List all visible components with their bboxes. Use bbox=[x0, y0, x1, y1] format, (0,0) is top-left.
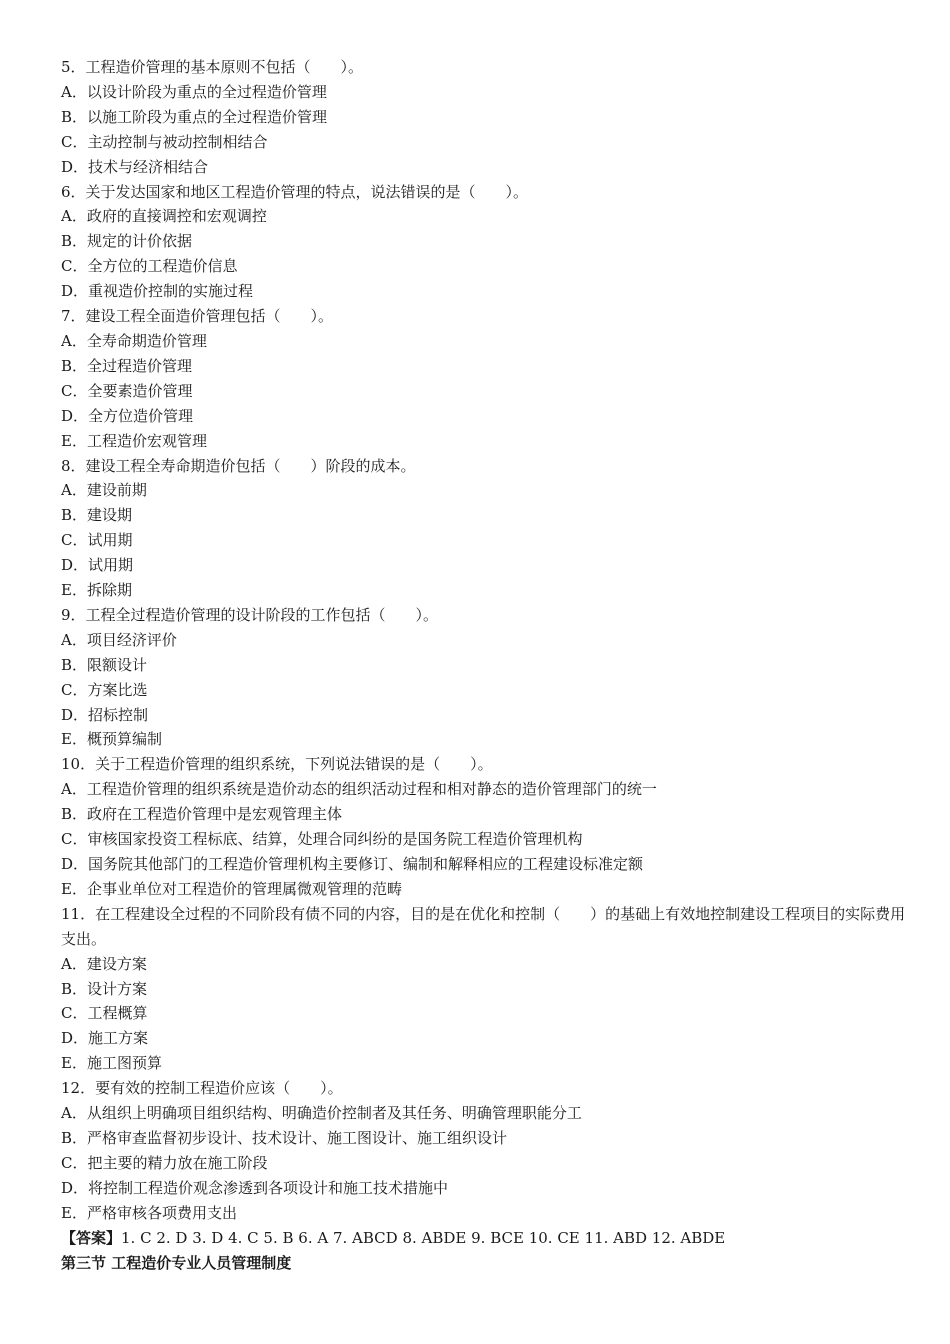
option-line: C．全要素造价管理 bbox=[61, 381, 193, 400]
option-line: A．项目经济评价 bbox=[61, 630, 177, 649]
option-line: C．主动控制与被动控制相结合 bbox=[61, 132, 268, 151]
question-line: 8．建设工程全寿命期造价包括（ ）阶段的成本。 bbox=[61, 456, 416, 475]
option-line: E．严格审核各项费用支出 bbox=[61, 1203, 237, 1222]
option-line: A．政府的直接调控和宏观调控 bbox=[61, 207, 267, 226]
option-line: A．建设前期 bbox=[61, 481, 147, 500]
option-line: B．建设期 bbox=[61, 506, 133, 525]
option-line: E．施工图预算 bbox=[61, 1054, 162, 1073]
question-list bbox=[61, 55, 909, 1226]
section-heading: 第三节 工程造价专业人员管理制度 bbox=[61, 1253, 292, 1272]
option-line: C．方案比选 bbox=[61, 680, 148, 699]
answer-text: 1. C 2. D 3. D 4. C 5. B 6. A 7. ABCD 8. ABDE 9. BCE 10. CE 11. ABD 12. ABDE bbox=[121, 1228, 726, 1247]
option-line: D．技术与经济相结合 bbox=[61, 157, 209, 176]
option-line: A．从组织上明确项目组织结构、明确造价控制者及其任务、明确管理职能分工 bbox=[61, 1104, 582, 1123]
option-line: A．以设计阶段为重点的全过程造价管理 bbox=[61, 82, 327, 101]
option-line: E．工程造价宏观管理 bbox=[61, 431, 207, 450]
option-line: E．企事业单位对工程造价的管理属微观管理的范畴 bbox=[61, 879, 402, 898]
option-line: C．工程概算 bbox=[61, 1004, 148, 1023]
option-line: B．严格审查监督初步设计、技术设计、施工图设计、施工组织设计 bbox=[61, 1128, 508, 1147]
option-line: A．工程造价管理的组织系统是造价动态的组织活动过程和相对静态的造价管理部门的统一 bbox=[61, 780, 657, 799]
document-body bbox=[61, 55, 909, 1275]
option-line: D．招标控制 bbox=[61, 705, 149, 724]
question-line: 7．建设工程全面造价管理包括（ ）。 bbox=[61, 307, 334, 326]
option-line: D．全方位造价管理 bbox=[61, 406, 194, 425]
option-line: D．重视造价控制的实施过程 bbox=[61, 282, 254, 301]
answer-key bbox=[61, 1226, 909, 1251]
option-line: B．限额设计 bbox=[61, 655, 148, 674]
question-line: 10．关于工程造价管理的组织系统，下列说法错误的是（ ）。 bbox=[61, 755, 493, 774]
option-line: C．试用期 bbox=[61, 531, 133, 550]
option-line: C．审核国家投资工程标底、结算，处理合同纠纷的是国务院工程造价管理机构 bbox=[61, 830, 583, 849]
option-line: A．建设方案 bbox=[61, 954, 147, 973]
question-line: 11．在工程建设全过程的不同阶段有债不同的内容，目的是在优化和控制（ ）的基础上有效地控制建设工程项目的实际费用支出。 bbox=[61, 904, 906, 948]
option-line: B．政府在工程造价管理中是宏观管理主体 bbox=[61, 805, 343, 824]
option-line: D．国务院其他部门的工程造价管理机构主要修订、编制和解释相应的工程建设标准定额 bbox=[61, 855, 644, 873]
option-line: C．全方位的工程造价信息 bbox=[61, 257, 238, 276]
option-line: B．规定的计价依据 bbox=[61, 232, 193, 251]
option-line: E．拆除期 bbox=[61, 581, 132, 600]
option-line: D．施工方案 bbox=[61, 1029, 149, 1048]
answer-label: 【答案】 bbox=[61, 1228, 122, 1247]
question-line: 9．工程全过程造价管理的设计阶段的工作包括（ ）。 bbox=[61, 605, 439, 624]
option-line: D．试用期 bbox=[61, 556, 134, 575]
option-line: B．以施工阶段为重点的全过程造价管理 bbox=[61, 107, 328, 126]
option-line: E．概预算编制 bbox=[61, 730, 162, 749]
option-line: B．设计方案 bbox=[61, 979, 148, 998]
option-line: C．把主要的精力放在施工阶段 bbox=[61, 1153, 268, 1172]
question-line: 5．工程造价管理的基本原则不包括（ ）。 bbox=[61, 58, 364, 76]
option-line: D．将控制工程造价观念渗透到各项设计和施工技术措施中 bbox=[61, 1178, 449, 1197]
question-line: 12．要有效的控制工程造价应该（ ）。 bbox=[61, 1079, 343, 1098]
question-line: 6．关于发达国家和地区工程造价管理的特点，说法错误的是（ ）。 bbox=[61, 182, 529, 201]
option-line: B．全过程造价管理 bbox=[61, 356, 193, 375]
option-line: A．全寿命期造价管理 bbox=[61, 331, 207, 350]
